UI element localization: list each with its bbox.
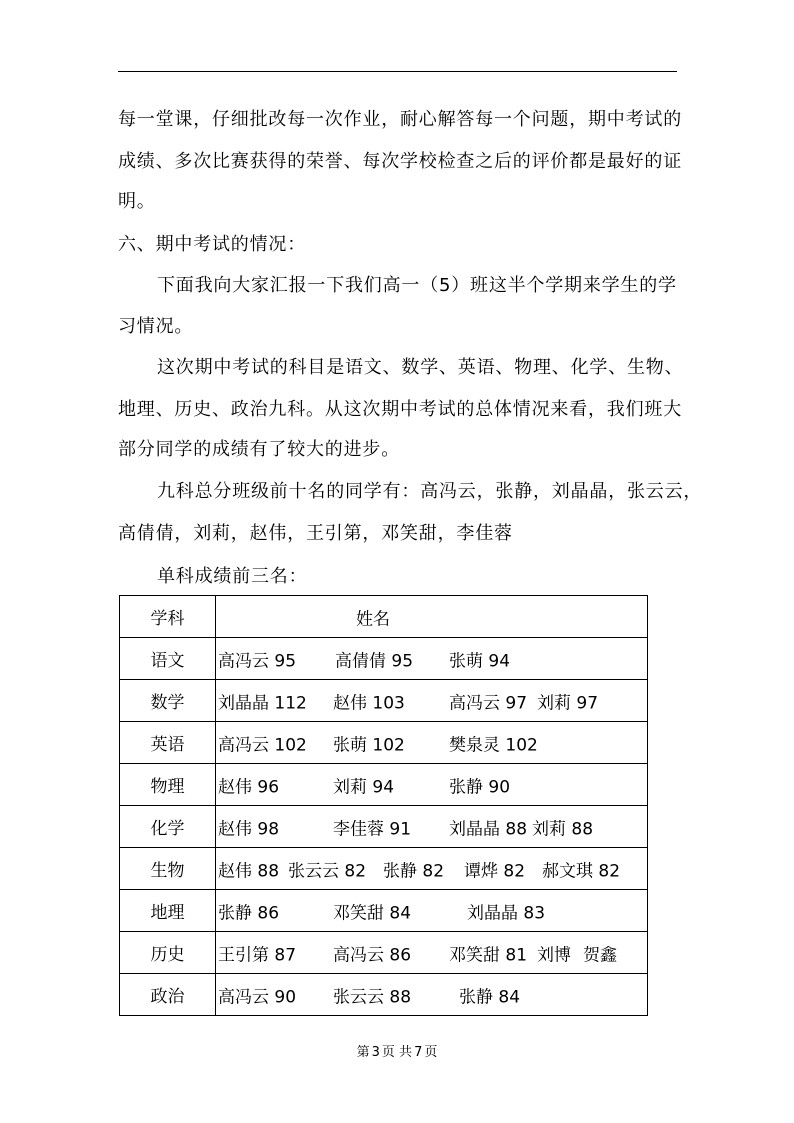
paragraph-line: 明。: [118, 191, 156, 212]
subject-cell: 生物: [120, 848, 216, 890]
score-entry: 高冯云 102: [218, 735, 307, 755]
names-cell: [216, 890, 648, 932]
footer-page: 3: [371, 1045, 380, 1060]
score-entry: 高冯云 97: [449, 693, 528, 713]
score-entry: 邓笑甜 84: [333, 903, 412, 923]
header-subject: 学科: [120, 596, 216, 638]
table-header-row: [120, 596, 648, 638]
score-entry: 贺鑫: [583, 945, 617, 965]
footer-mid: 页 共: [381, 1045, 413, 1060]
paragraph-line: 部分同学的成绩有了较大的进步。: [118, 439, 400, 460]
paragraph-line: 成绩、多次比赛获得的荣誉、每次学校检查之后的评价都是最好的证: [118, 151, 682, 172]
subject-cell: 物理: [120, 764, 216, 806]
score-entry: 刘晶晶 83: [467, 903, 546, 923]
score-entry: 谭烨 82: [464, 861, 526, 881]
score-entry: 张静 90: [449, 777, 511, 797]
score-entry: 樊泉灵 102: [449, 735, 538, 755]
score-entry: 刘莉 88: [532, 819, 594, 839]
paragraph-line: 每一堂课，仔细批改每一次作业，耐心解答每一个问题，期中考试的: [118, 109, 682, 130]
names-cell: [216, 680, 648, 722]
table-row: [120, 890, 648, 932]
score-entry: 刘晶晶 88: [449, 819, 528, 839]
score-entry: 赵伟 88: [218, 861, 280, 881]
table-row: [120, 848, 648, 890]
table-row: [120, 680, 648, 722]
table-row: [120, 722, 648, 764]
score-entry: 高冯云 86: [333, 945, 412, 965]
score-entry: 赵伟 96: [218, 777, 280, 797]
score-entry: 刘晶晶 112: [218, 693, 307, 713]
score-entry: 刘莉 97: [537, 693, 599, 713]
names-cell: [216, 722, 648, 764]
subject-cell: 政治: [120, 974, 216, 1016]
header-names-cell: [216, 596, 648, 638]
table-row: [120, 806, 648, 848]
score-entry: 高倩倩 95: [335, 651, 414, 671]
paragraph-line: 九科总分班级前十名的同学有：高冯云，张静，刘晶晶，张云云，: [157, 481, 703, 502]
score-entry: 张萌 102: [333, 735, 405, 755]
header-names: 姓名: [356, 609, 390, 629]
score-entry: 邓笑甜 81: [449, 945, 528, 965]
score-entry: 张静 84: [459, 987, 521, 1007]
table-row: [120, 974, 648, 1016]
score-entry: 张静 86: [218, 903, 280, 923]
paragraph-line: 这次期中考试的科目是语文、数学、英语、物理、化学、生物、: [157, 357, 684, 378]
names-cell: [216, 848, 648, 890]
paragraph-line: 地理、历史、政治九科。从这次期中考试的总体情况来看，我们班大: [118, 399, 682, 420]
subject-cell: 英语: [120, 722, 216, 764]
paragraph-line: 习情况。: [118, 316, 194, 337]
names-cell: [216, 974, 648, 1016]
table-caption: 单科成绩前三名：: [157, 566, 308, 587]
page-footer: [0, 1041, 794, 1060]
subject-cell: 历史: [120, 932, 216, 974]
footer-total: 7: [414, 1045, 423, 1060]
names-cell: [216, 638, 648, 680]
score-entry: 高冯云 90: [218, 987, 297, 1007]
score-entry: 高冯云 95: [218, 651, 297, 671]
score-entry: 张云云 82: [288, 861, 367, 881]
subject-cell: 语文: [120, 638, 216, 680]
score-entry: 李佳蓉 91: [333, 819, 412, 839]
footer-suffix: 页: [424, 1045, 438, 1060]
score-entry: 刘博: [537, 945, 571, 965]
table-row: [120, 932, 648, 974]
section-heading: 六、期中考试的情况：: [118, 234, 306, 255]
table-row: [120, 764, 648, 806]
score-entry: 王引第 87: [218, 945, 297, 965]
footer-prefix: 第: [356, 1045, 370, 1060]
names-cell: [216, 764, 648, 806]
score-entry: 张云云 88: [333, 987, 412, 1007]
score-table: [119, 595, 648, 1016]
score-entry: 刘莉 94: [333, 777, 395, 797]
subject-cell: 数学: [120, 680, 216, 722]
paragraph-line: 下面我向大家汇报一下我们高一（5）班这半个学期来学生的学: [157, 275, 677, 296]
names-cell: [216, 932, 648, 974]
score-entry: 赵伟 103: [333, 693, 405, 713]
subject-cell: 化学: [120, 806, 216, 848]
header-rule: [118, 71, 677, 72]
score-entry: 张萌 94: [449, 651, 511, 671]
paragraph-line: 高倩倩，刘莉，赵伟，王引第，邓笑甜，李佳蓉: [118, 523, 513, 544]
score-entry: 张静 82: [383, 861, 445, 881]
subject-cell: 地理: [120, 890, 216, 932]
table-row: [120, 638, 648, 680]
score-entry: 郝文琪 82: [542, 861, 621, 881]
names-cell: [216, 806, 648, 848]
score-entry: 赵伟 98: [218, 819, 280, 839]
